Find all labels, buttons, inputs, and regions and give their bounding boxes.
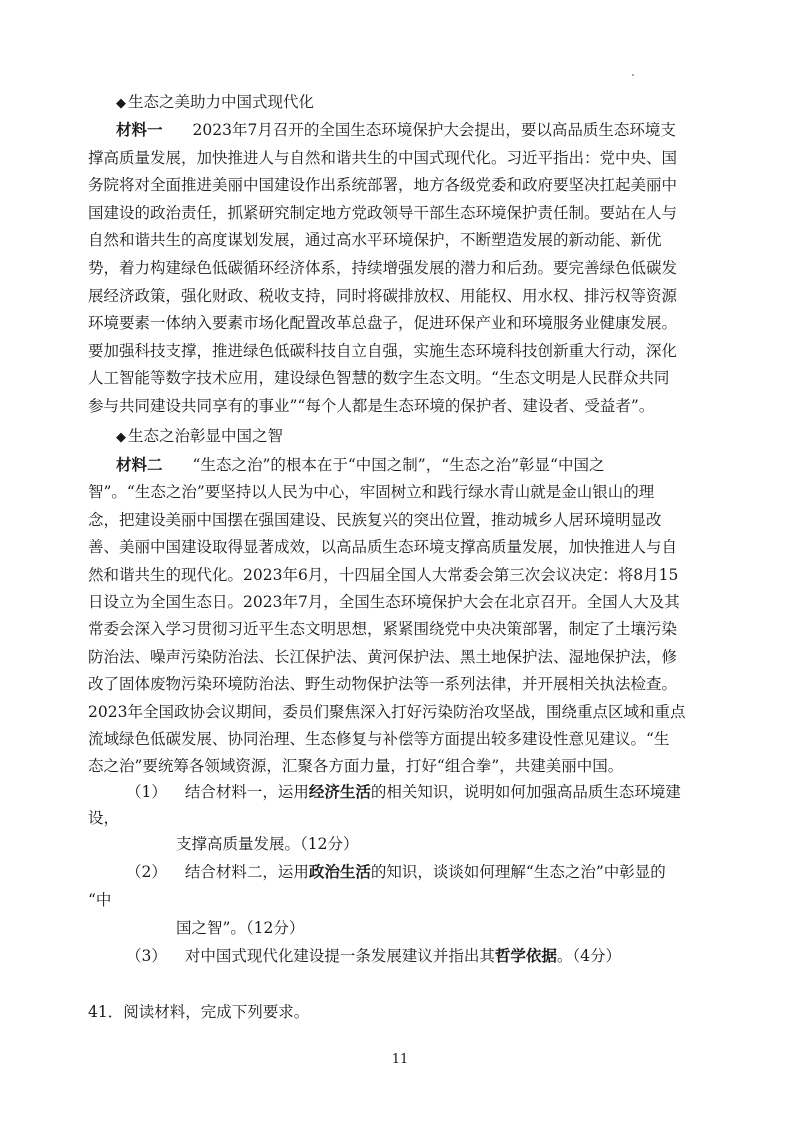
material-2-line: 改了固体废物污染环境防治法、野生动物保护法等一系列法律，并开展相关执法检查。 [88, 675, 678, 694]
material-1-line: 展经济政策，强化财政、税收支持，同时将碳排放权、用能权、用水权、排污权等资源 [88, 286, 678, 305]
diamond-bullet-icon: ◆ [116, 96, 126, 111]
speck [632, 74, 634, 76]
material-1-line: 撑高质量发展，加快推进人与自然和谐共生的中国式现代化。习近平指出：党中央、国 [88, 148, 678, 167]
material-2-line: 常委会深入学习贯彻习近平生态文明思想，紧紧围绕党中央决策部署，制定了土壤污染 [88, 620, 678, 639]
material-2-line: 2023年全国政协会议期间，委员们聚焦深入打好污染防治攻坚战，围绕重点区域和重点 [88, 702, 686, 721]
material-1-line: 参与共同建设共同享有的事业”“每个人都是生态环境的保护者、建设者、受益者”。 [88, 397, 655, 415]
material-1-line: 环境要素一体纳入要素市场化配置改革总盘子，促进环保产业和环境服务业健康发展。 [88, 314, 678, 333]
material-1-line: 要加强科技支撑，推进绿色低碳科技自立自强，实施生态环境科技创新重大行动，深化 [88, 341, 678, 360]
question-2-keyword: 政治生活 [308, 862, 371, 881]
material-1-line: 人工智能等数字技术应用，建设绿色智慧的数字生态文明。“生态文明是人民群众共同 [88, 369, 670, 388]
question-3-keyword: 哲学依据 [494, 946, 557, 965]
material-2-line: 防治法、噪声污染防治法、长江保护法、黄河保护法、黑土地保护法、湿地保护法，修 [88, 647, 678, 666]
question-1-keyword: 经济生活 [308, 782, 371, 801]
section-heading-1: ◆ 生态之美助力中国式现代化 [116, 93, 315, 111]
material-2-line: 态之治”要统筹各领域资源，汇聚各方面力量，打好“组合拳”，共建美丽中国。 [88, 757, 624, 776]
material-2-line: 流域绿色低碳发展、协同治理、生态修复与补偿等方面提出较多建设性意见建议。“生 [88, 730, 670, 748]
question-2-wrap: “中 [88, 891, 112, 909]
question-41-prompt: 41．阅读材料，完成下列要求。 [88, 1003, 310, 1021]
material-2-line: 日设立为全国生态日。2023年7月，全国生态环境保护大会在北京召开。全国人大及其 [88, 593, 680, 611]
material-1-line: 材料一 2023年7月召开的全国生态环境保护大会提出，要以高品质生态环境支 [116, 120, 676, 139]
question-2: （2） 结合材料二，运用政治生活的知识，谈谈如何理解“生态之治”中彰显的 [126, 862, 666, 881]
material-1-line: 自然和谐共生的高度谋划发展，通过高水平环境保护，不断塑造发展的新动能、新优 [88, 231, 662, 250]
page-number: 11 [391, 1052, 409, 1067]
question-1-continuation: 支撑高质量发展。（12分） [176, 835, 359, 853]
material-2-line: 材料二 “生态之治”的根本在于“中国之制”，“生态之治”彰显“中国之 [116, 455, 605, 474]
question-3: （3） 对中国式现代化建设提一条发展建议并指出其哲学依据。（4分） [126, 946, 622, 965]
question-1-wrap: 设， [88, 809, 120, 827]
material-2-line: 然和谐共生的现代化。2023年6月，十四届全国人大常委会第三次会议决定：将8月15 [88, 565, 679, 584]
material-1-line: 势，着力构建绿色低碳循环经济体系，持续增强发展的潜力和后劲。要完善绿色低碳发 [88, 259, 678, 277]
material-1-line: 国建设的政治责任，抓紧研究制定地方党政领导干部生态环境保护责任制。要站在人与 [88, 203, 678, 222]
material-1-line: 务院将对全面推进美丽中国建设作出系统部署，地方各级党委和政府要坚决扛起美丽中 [88, 176, 678, 195]
diamond-bullet-icon: ◆ [116, 430, 126, 445]
material-2-line: 智”。“生态之治”要坚持以人民为中心，牢固树立和践行绿水青山就是金山银山的理 [88, 483, 655, 502]
material-2-line: 善、美丽中国建设取得显著成效，以高品质生态环境支撑高质量发展，加快推进人与自 [88, 538, 678, 557]
material-2-line: 念，把建设美丽中国摆在强国建设、民族复兴的突出位置，推动城乡人居环境明显改 [88, 510, 662, 529]
material-2-label: 材料二 [116, 455, 163, 474]
question-1: （1） 结合材料一，运用经济生活的相关知识，说明如何加强高品质生态环境建 [126, 782, 681, 801]
material-1-label: 材料一 [116, 120, 163, 139]
question-2-continuation: 国之智”。（12分） [176, 919, 305, 937]
section-heading-2: ◆ 生态之治彰显中国之智 [116, 427, 284, 445]
